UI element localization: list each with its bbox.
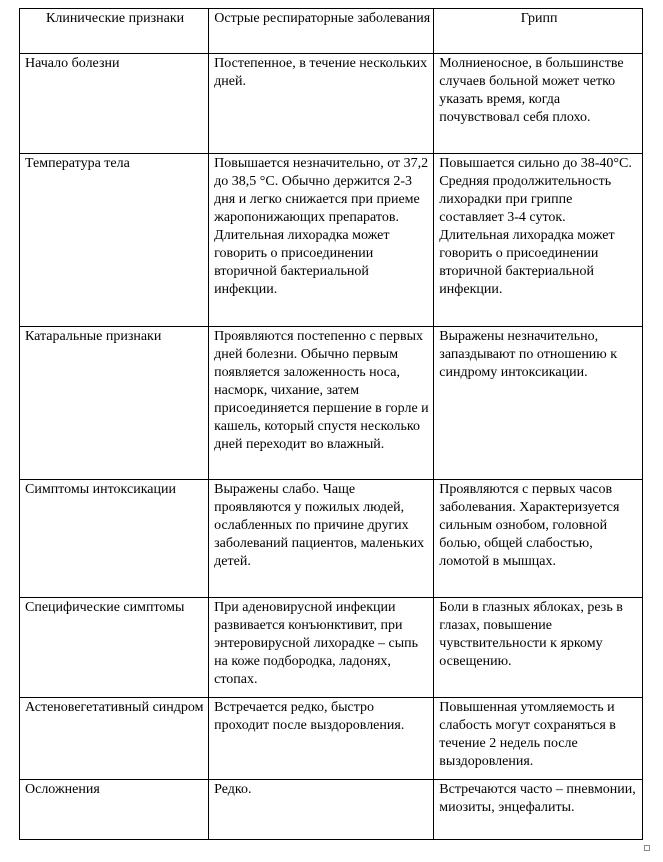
- cell-ari: Проявляются постепенно с первых дней болезни. Обычно первым появляется заложенность носа, насморк, чихание, затем присоединяется першение в горле и кашель, который спустя несколько дней переходит во влажный.: [209, 327, 434, 480]
- table-header-row: [20, 9, 643, 54]
- cell-flu: Молниеносное, в большинстве случаев больной может четко указать время, когда почувствовал себя плохо.: [434, 54, 643, 154]
- cell-ari: Повышается незначительно, от 37,2 до 38,5 °С. Обычно держится 2-3 дня и легко снижается при приеме жаропонижающих препаратов. Длительная лихорадка может говорить о присоединении вторичной бактериальной инфекции.: [209, 154, 434, 327]
- cell-sign: Осложнения: [20, 780, 209, 840]
- cell-ari: Выражены слабо. Чаще проявляются у пожилых людей, ослабленных по причине других заболеваний пациентов, маленьких детей.: [209, 480, 434, 598]
- table-row: [20, 54, 643, 154]
- cell-sign: Астеновегетативный синдром: [20, 698, 209, 780]
- cell-sign: Начало болезни: [20, 54, 209, 154]
- cell-ari: Редко.: [209, 780, 434, 840]
- table-row: [20, 154, 643, 327]
- cell-ari: Встречается редко, быстро проходит после выздоровления.: [209, 698, 434, 780]
- cell-flu: Повышается сильно до 38-40°С. Средняя продолжительность лихорадки при гриппе составляет 3-4 суток. Длительная лихорадка может говорить о присоединении вторичной бактериальной инфекции.: [434, 154, 643, 327]
- cell-sign: Симптомы интоксикации: [20, 480, 209, 598]
- table-row: [20, 327, 643, 480]
- comparison-table: [19, 8, 643, 840]
- table-row: [20, 480, 643, 598]
- header-clinical-signs: Клинические признаки: [20, 9, 209, 54]
- cell-ari: Постепенное, в течение нескольких дней.: [209, 54, 434, 154]
- cell-flu: Выражены незначительно, запаздывают по отношению к синдрому интоксикации.: [434, 327, 643, 480]
- table-end-marker: [644, 845, 650, 851]
- table-row: [20, 598, 643, 698]
- cell-ari: При аденовирусной инфекции развивается конъюнктивит, при энтеровирусной лихорадке – сыпь на коже подбородка, ладонях, стопах.: [209, 598, 434, 698]
- cell-flu: Боли в глазных яблоках, резь в глазах, повышение чувствительности к яркому освещению.: [434, 598, 643, 698]
- cell-sign: Специфические симптомы: [20, 598, 209, 698]
- table-row: [20, 780, 643, 840]
- cell-sign: Температура тела: [20, 154, 209, 327]
- cell-sign: Катаральные признаки: [20, 327, 209, 480]
- cell-flu: Встречаются часто – пневмонии, миозиты, энцефалиты.: [434, 780, 643, 840]
- cell-flu: Проявляются с первых часов заболевания. Характеризуется сильным ознобом, головной болью, общей слабостью, ломотой в мышцах.: [434, 480, 643, 598]
- header-influenza: Грипп: [434, 9, 643, 54]
- header-acute-respiratory: Острые респираторные заболевания: [209, 9, 434, 54]
- table-row: [20, 698, 643, 780]
- cell-flu: Повышенная утомляемость и слабость могут сохраняться в течение 2 недель после выздоровления.: [434, 698, 643, 780]
